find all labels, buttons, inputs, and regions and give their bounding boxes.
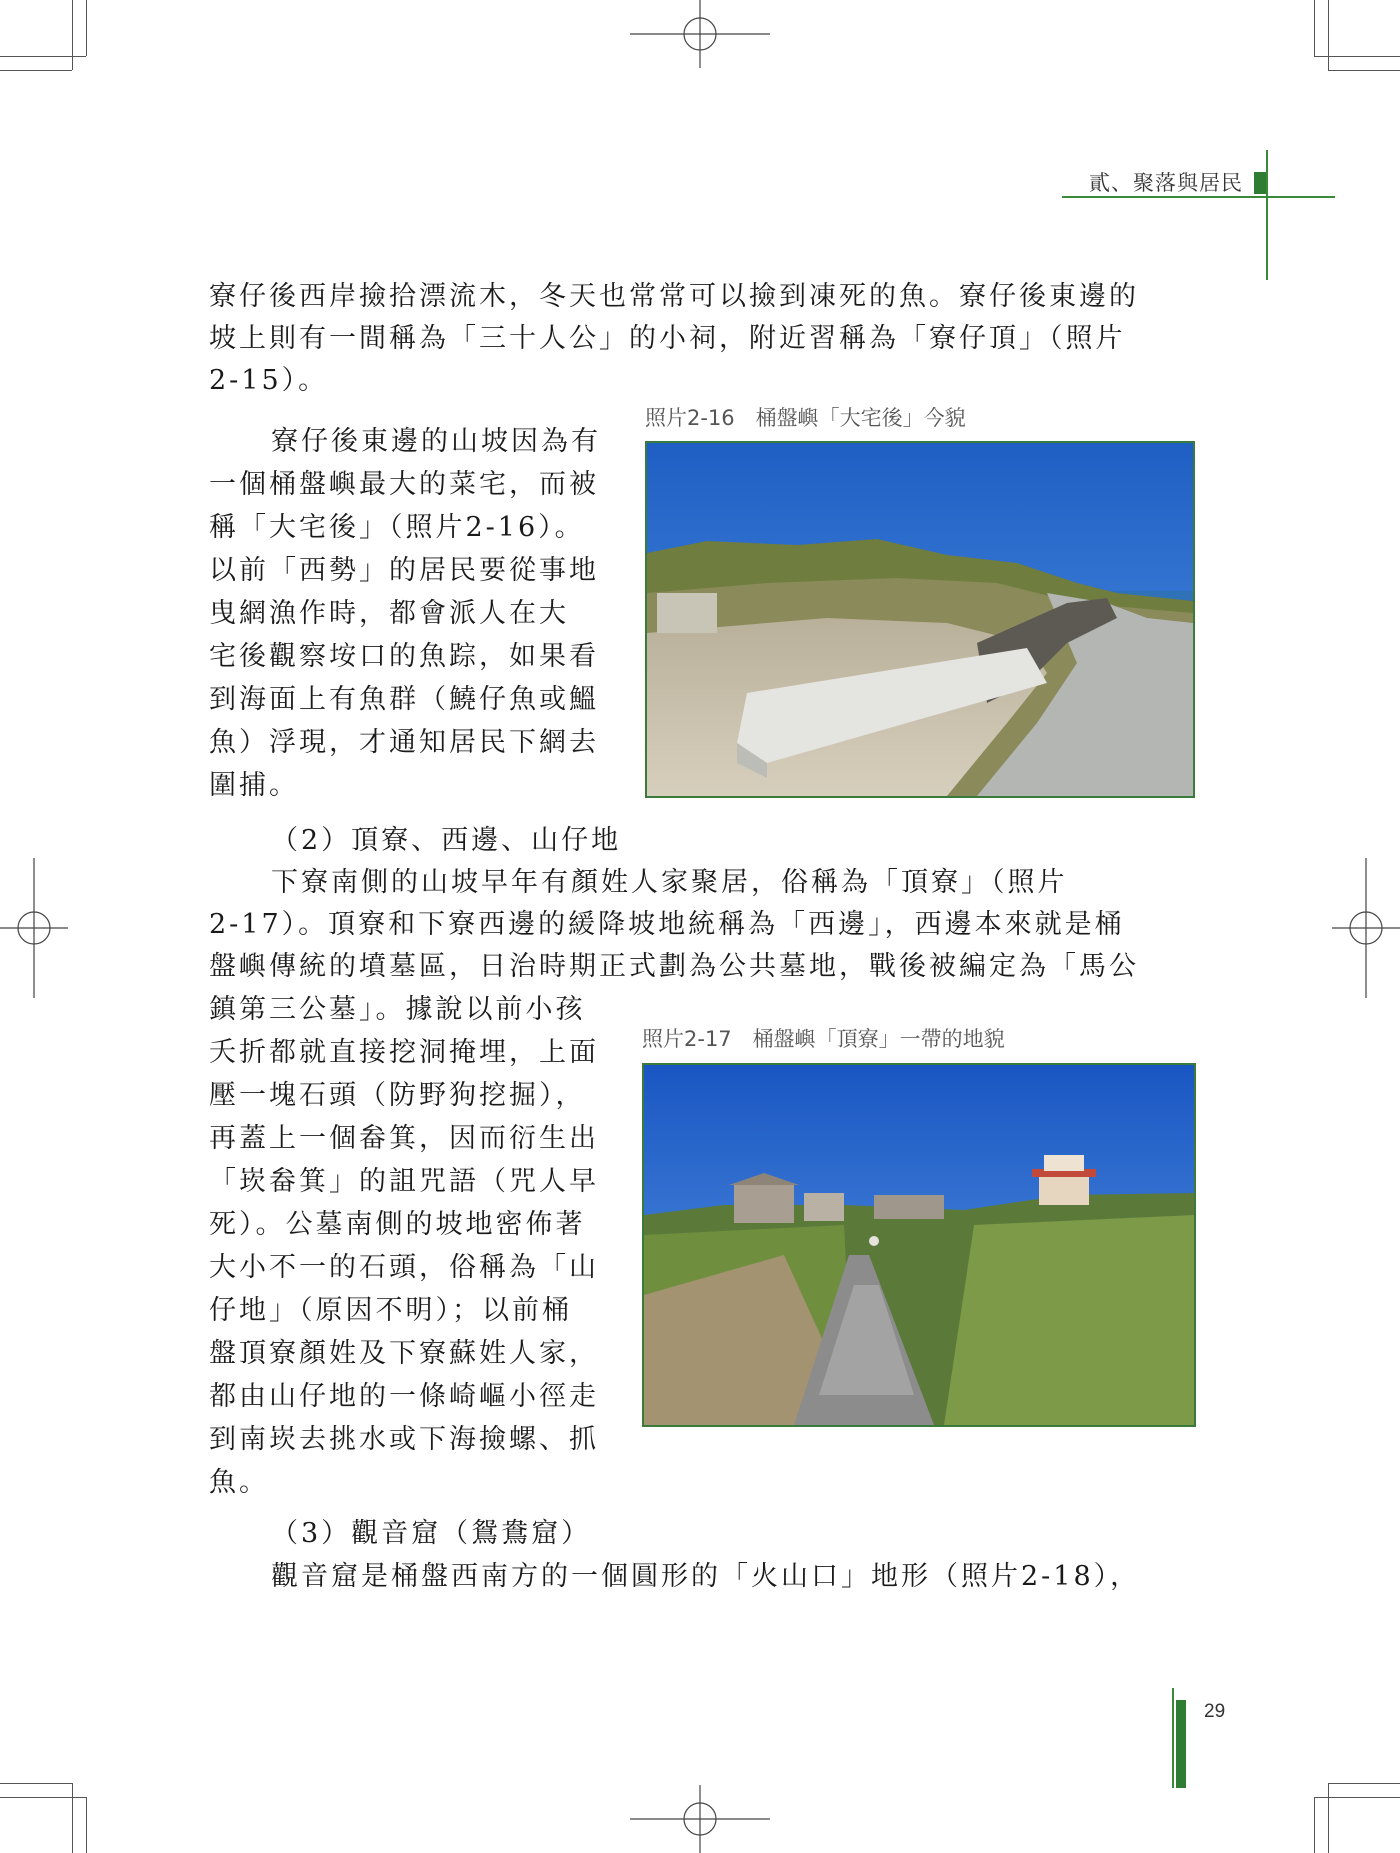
text-line: 魚）浮現，才通知居民下網去 <box>209 727 599 758</box>
text-line: 寮仔後西岸撿拾漂流木，冬天也常常可以撿到凍死的魚。寮仔後東邊的 <box>209 281 1139 312</box>
text-line: 下寮南側的山坡早年有顏姓人家聚居，俗稱為「頂寮」（照片 <box>271 867 1068 898</box>
text-line: 鎮第三公墓」。據說以前小孩 <box>209 994 586 1025</box>
text-line: 一個桶盤嶼最大的菜宅，而被 <box>209 469 599 500</box>
crop-mark-br-v2 <box>1314 1797 1315 1853</box>
crop-mark-tr-v <box>1328 0 1329 70</box>
text-line: 「崁畚箕」的詛咒語（咒人早 <box>209 1166 599 1197</box>
text-line: 宅後觀察垵口的魚踪，如果看 <box>209 641 599 672</box>
header-rule-horizontal <box>1062 196 1335 198</box>
text-line: 稱「大宅後」（照片2-16）。 <box>209 512 585 543</box>
photo-caption-2-16: 照片2-16 桶盤嶼「大宅後」今貌 <box>645 406 966 430</box>
crop-mark-tr-v2 <box>1314 0 1315 56</box>
registration-mark-top <box>630 0 770 70</box>
crop-mark-tr-h2 <box>1314 56 1400 57</box>
text-line: 圍捕。 <box>209 770 299 801</box>
text-line: 以前「西勢」的居民要從事地 <box>209 555 599 586</box>
crop-mark-br-v <box>1328 1783 1329 1853</box>
photo-2-16-image <box>647 443 1193 796</box>
registration-mark-left <box>0 858 70 998</box>
text-line: 坡上則有一間稱為「三十人公」的小祠，附近習稱為「寮仔頂」（照片 <box>209 323 1126 354</box>
text-line: 曳網漁作時，都會派人在大 <box>209 598 569 629</box>
text-line: 到海面上有魚群（鱙仔魚或鰮 <box>209 684 599 715</box>
text-line: 2-17）。頂寮和下寮西邊的緩降坡地統稱為「西邊」，西邊本來就是桶 <box>209 909 1125 940</box>
photo-2-17 <box>642 1063 1196 1427</box>
crop-mark-tl-h <box>0 70 72 71</box>
crop-mark-tl-v2 <box>86 0 87 56</box>
photo-2-17-image <box>644 1065 1194 1425</box>
text-line: 都由山仔地的一條崎嶇小徑走 <box>209 1381 599 1412</box>
crop-mark-br-h2 <box>1314 1797 1400 1798</box>
section-heading-3: （3）觀音窟（鴛鴦窟） <box>271 1518 592 1549</box>
photo-caption-2-17: 照片2-17 桶盤嶼「頂寮」一帶的地貌 <box>642 1027 1005 1051</box>
header-rule-vertical <box>1266 150 1268 280</box>
crop-mark-tr-h <box>1328 70 1400 71</box>
registration-mark-right <box>1330 858 1400 998</box>
text-line: 盤頂寮顏姓及下寮蘇姓人家， <box>209 1338 599 1369</box>
crop-mark-bl-h <box>0 1783 72 1784</box>
photo-2-16 <box>645 441 1195 798</box>
footer-rule-vertical <box>1172 1688 1174 1788</box>
footer-green-block <box>1176 1700 1186 1788</box>
registration-mark-bottom <box>630 1783 770 1853</box>
text-line: 死）。公墓南側的坡地密佈著 <box>209 1209 586 1240</box>
text-line: 再蓋上一個畚箕，因而衍生出 <box>209 1123 599 1154</box>
crop-mark-tl-v <box>72 0 73 70</box>
section-heading-2: （2）頂寮、西邊、山仔地 <box>271 825 622 856</box>
page-number: 29 <box>1204 1701 1226 1722</box>
text-line: 2-15）。 <box>209 365 329 396</box>
text-line: 盤嶼傳統的墳墓區，日治時期正式劃為公共墓地，戰後被編定為「馬公 <box>209 951 1139 982</box>
text-line: 夭折都就直接挖洞掩埋，上面 <box>209 1037 599 1068</box>
crop-mark-tl-h2 <box>0 56 86 57</box>
crop-mark-bl-v2 <box>86 1797 87 1853</box>
text-line: 壓一塊石頭（防野狗挖掘）， <box>209 1080 586 1111</box>
crop-mark-br-h <box>1328 1783 1400 1784</box>
text-line: 到南崁去挑水或下海撿螺、抓 <box>209 1424 599 1455</box>
text-line: 大小不一的石頭，俗稱為「山 <box>209 1252 599 1283</box>
crop-mark-bl-h2 <box>0 1797 86 1798</box>
text-line: 觀音窟是桶盤西南方的一個圓形的「火山口」地形（照片2-18）， <box>271 1561 1141 1592</box>
crop-mark-bl-v <box>72 1783 73 1853</box>
chapter-header-title: 貳、聚落與居民 <box>1089 171 1243 195</box>
text-line: 仔地」（原因不明）；以前桶 <box>209 1295 572 1326</box>
text-line: 寮仔後東邊的山坡因為有 <box>271 426 601 457</box>
text-line: 魚。 <box>209 1467 269 1498</box>
